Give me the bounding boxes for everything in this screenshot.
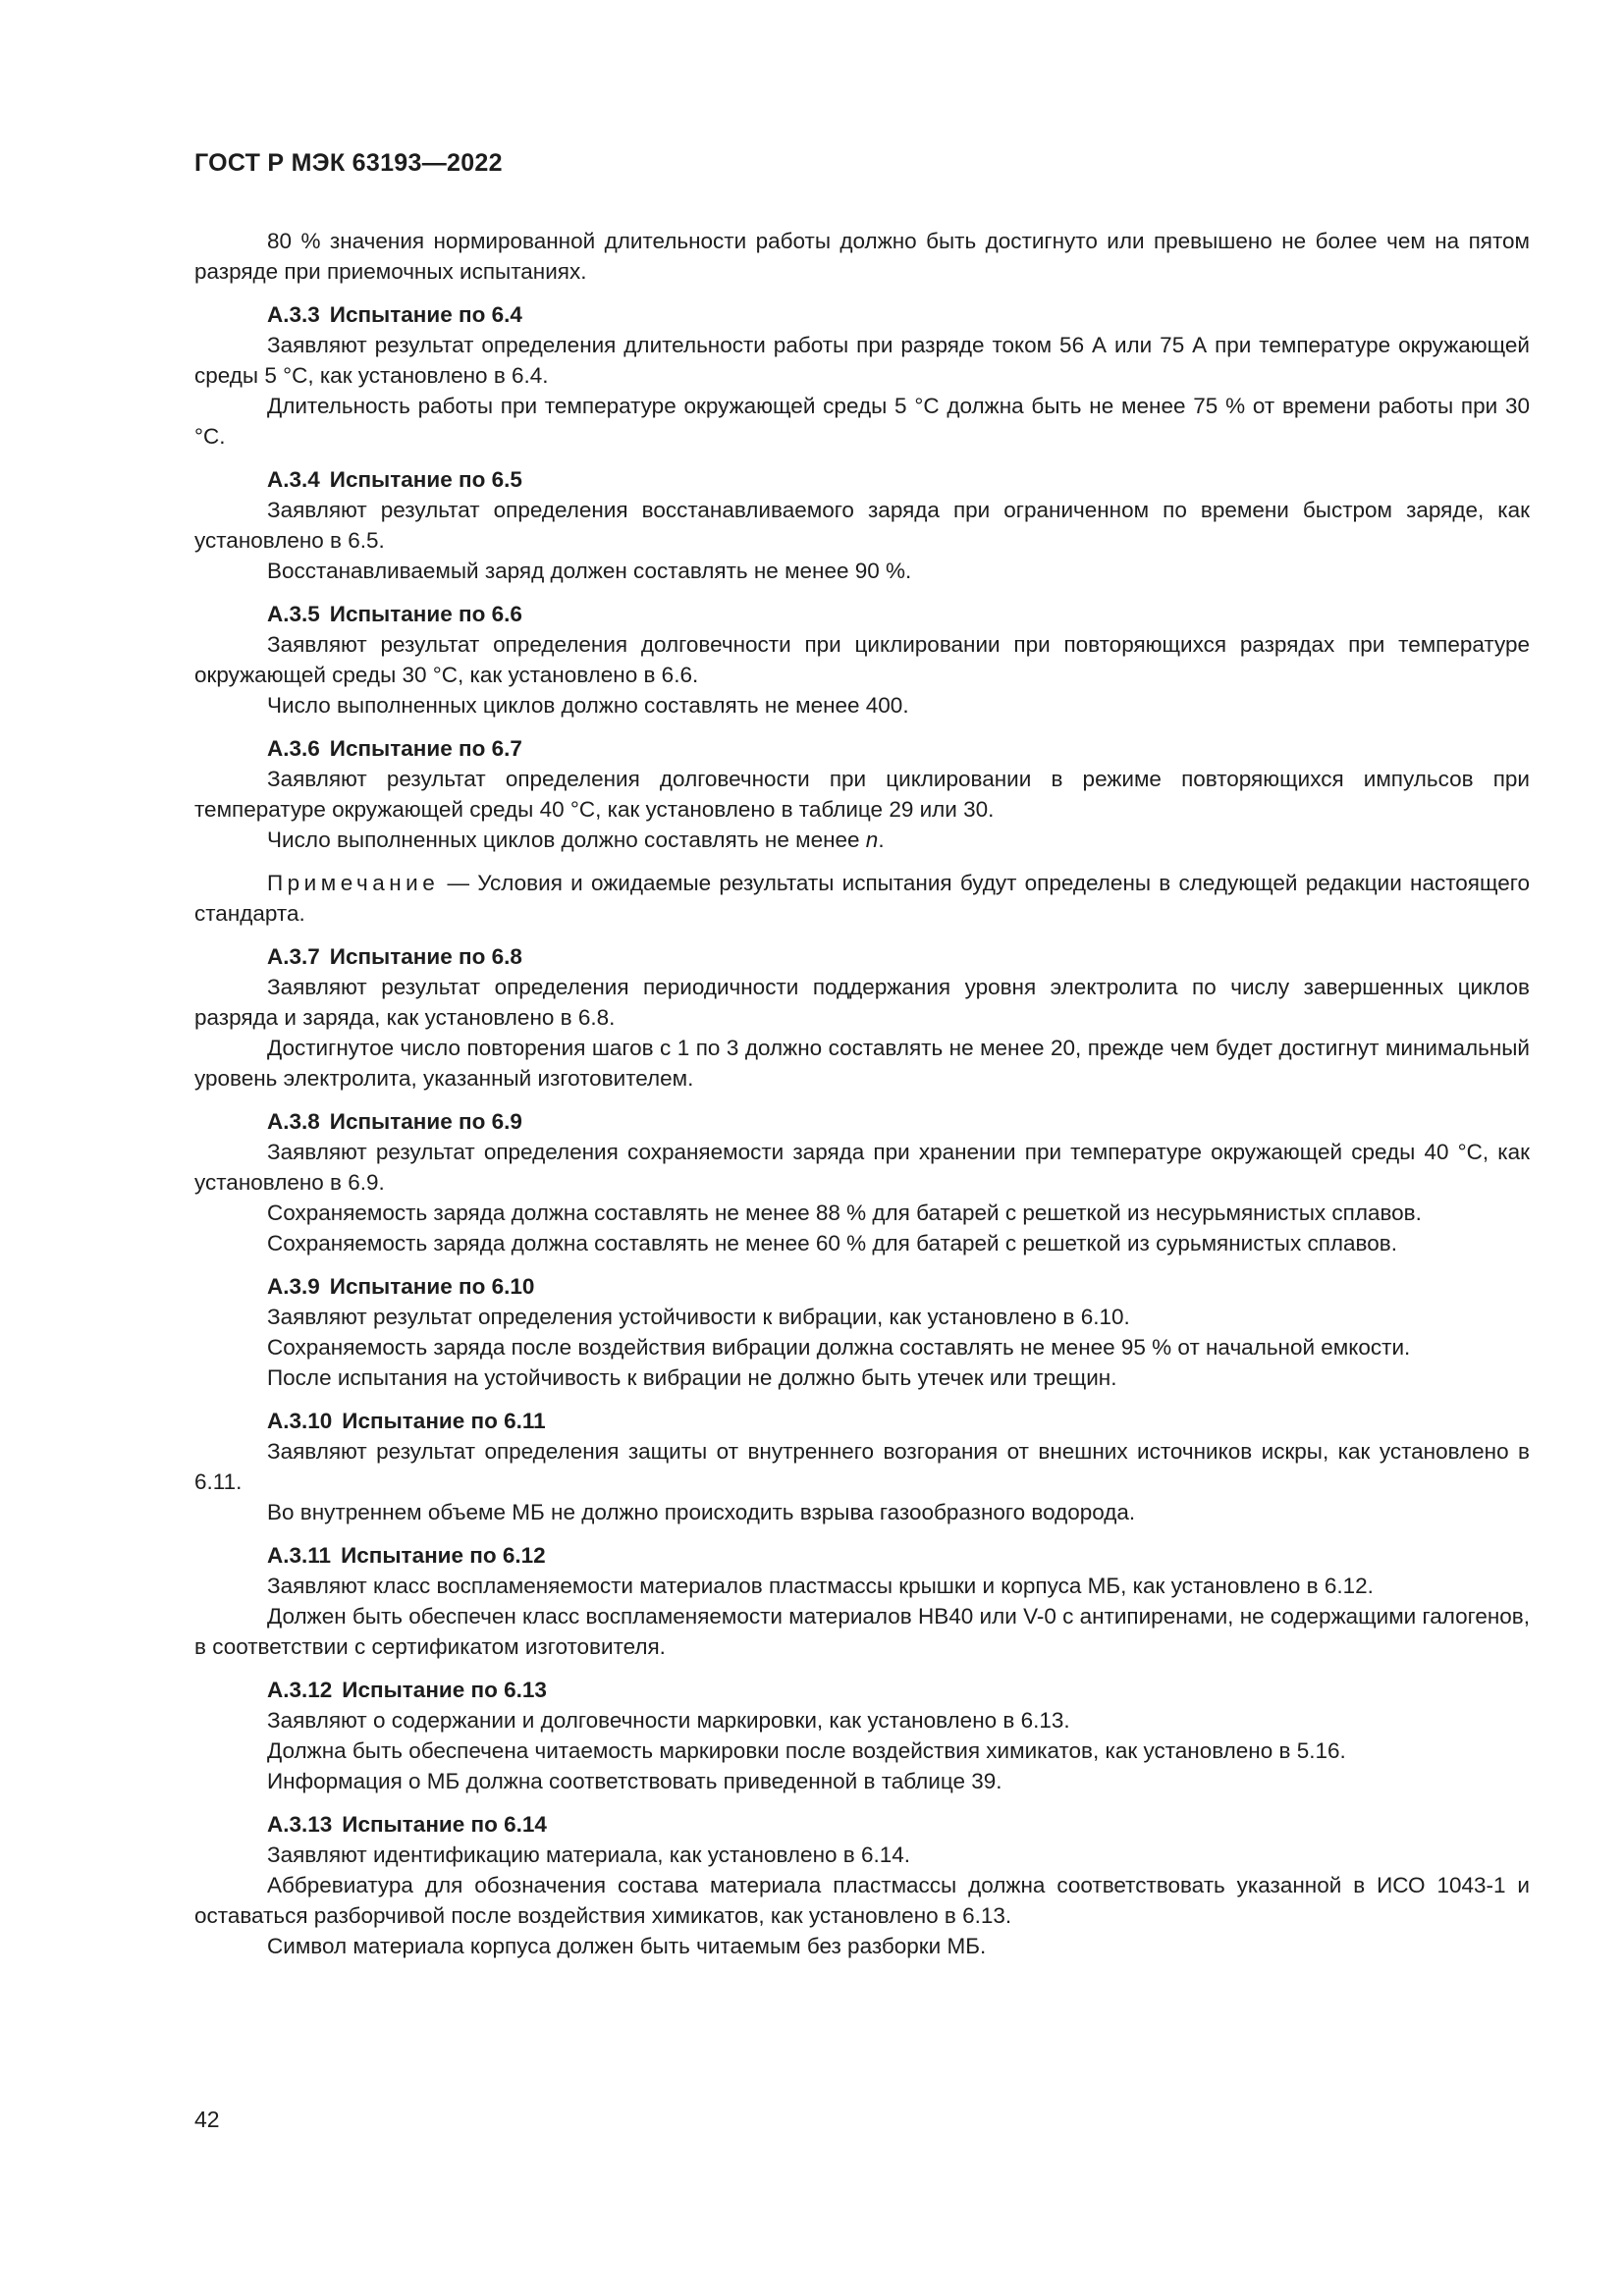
section-heading <box>194 1540 1530 1571</box>
paragraph: Число выполненных циклов должно составлять не менее 400. <box>267 693 909 718</box>
paragraph: Сохраняемость заряда должна составлять не менее 88 % для батарей с решеткой из несурьмянистых сплавов. <box>267 1201 1422 1225</box>
section-title: Испытание по 6.11 <box>342 1409 546 1433</box>
note <box>194 868 1530 929</box>
section-a-3-4 <box>194 464 1530 586</box>
section-heading <box>194 1675 1530 1705</box>
paragraph: Символ материала корпуса должен быть читаемым без разборки МБ. <box>267 1934 987 1958</box>
section-title: Испытание по 6.6 <box>329 602 522 626</box>
section-a-3-9 <box>194 1271 1530 1393</box>
section-a-3-6 <box>194 733 1530 929</box>
page-number: 42 <box>194 2107 220 2132</box>
document-body <box>194 226 1530 1961</box>
note-label: Примечание <box>267 871 440 895</box>
section-a-3-5 <box>194 599 1530 721</box>
section-title: Испытание по 6.8 <box>329 944 522 969</box>
section-a-3-11 <box>194 1540 1530 1662</box>
section-heading <box>194 1271 1530 1302</box>
section-number: А.3.4 <box>267 467 320 492</box>
section-title: Испытание по 6.7 <box>329 736 522 761</box>
section-heading <box>194 1106 1530 1137</box>
paragraph: Сохраняемость заряда после воздействия вибрации должна составлять не менее 95 % от начальной емкости. <box>267 1335 1411 1360</box>
paragraph: Сохраняемость заряда должна составлять не менее 60 % для батарей с решеткой из сурьмянистых сплавов. <box>267 1231 1397 1255</box>
section-heading <box>194 1809 1530 1840</box>
paragraph: Заявляют результат определения периодичности поддержания уровня электролита по числу завершенных циклов разряда и заряда, как установлено в 6.8. <box>194 975 1530 1030</box>
paragraph: Заявляют результат определения долговечности при циклировании в режиме повторяющихся импульсов при температуре окружающей среды 40 °С, как установлено в таблице 29 или 30. <box>194 767 1530 822</box>
section-number: А.3.8 <box>267 1109 320 1134</box>
paragraph: Заявляют результат определения восстанавливаемого заряда при ограниченном по времени быстром заряде, как установлено в 6.5. <box>194 498 1530 553</box>
section-a-3-3 <box>194 299 1530 452</box>
section-a-3-8 <box>194 1106 1530 1258</box>
section-a-3-12 <box>194 1675 1530 1796</box>
paragraph: Заявляют о содержании и долговечности маркировки, как установлено в 6.13. <box>267 1708 1070 1733</box>
text-fragment: Число выполненных циклов должно составлять не менее <box>267 828 866 852</box>
section-heading <box>194 599 1530 629</box>
section-number: А.3.9 <box>267 1274 320 1299</box>
paragraph: Заявляют результат определения устойчивости к вибрации, как установлено в 6.10. <box>267 1305 1130 1329</box>
section-heading <box>194 1406 1530 1436</box>
paragraph: Должен быть обеспечен класс воспламеняемости материалов НВ40 или V-0 с антипиренами, не содержащими галогенов, в соответствии с сертификатом изготовителя. <box>194 1604 1530 1659</box>
section-title: Испытание по 6.4 <box>329 302 522 327</box>
paragraph: Информация о МБ должна соответствовать приведенной в таблице 39. <box>267 1769 1002 1793</box>
paragraph: Заявляют класс воспламеняемости материалов пластмассы крышки и корпуса МБ, как установлено в 6.12. <box>267 1574 1374 1598</box>
section-number: А.3.7 <box>267 944 320 969</box>
paragraph: Достигнутое число повторения шагов с 1 по 3 должно составлять не менее 20, прежде чем будет достигнут минимальный уровень электролита, указанный изготовителем. <box>194 1036 1530 1091</box>
paragraph: Заявляют результат определения защиты от внутреннего возгорания от внешних источников искры, как установлено в 6.11. <box>194 1439 1530 1494</box>
section-title: Испытание по 6.9 <box>329 1109 522 1134</box>
text-fragment: . <box>878 828 885 852</box>
section-number: А.3.13 <box>267 1812 333 1837</box>
section-number: А.3.3 <box>267 302 320 327</box>
section-a-3-13 <box>194 1809 1530 1961</box>
section-title: Испытание по 6.14 <box>342 1812 547 1837</box>
section-title: Испытание по 6.12 <box>341 1543 546 1568</box>
section-number: А.3.6 <box>267 736 320 761</box>
paragraph: Заявляют результат определения долговечности при циклировании при повторяющихся разрядах при температуре окружающей среды 30 °С, как установлено в 6.6. <box>194 632 1530 687</box>
page-header: ГОСТ Р МЭК 63193—2022 <box>194 149 503 177</box>
section-heading <box>194 464 1530 495</box>
section-a-3-7 <box>194 941 1530 1094</box>
section-title: Испытание по 6.13 <box>342 1678 547 1702</box>
intro-paragraph: 80 % значения нормированной длительности работы должно быть достигнуто или превышено не более чем на пятом разряде при приемочных испытаниях. <box>194 229 1530 284</box>
paragraph: Должна быть обеспечена читаемость маркировки после воздействия химикатов, как установлено в 5.16. <box>267 1738 1346 1763</box>
section-title: Испытание по 6.5 <box>329 467 522 492</box>
section-a-3-10 <box>194 1406 1530 1527</box>
note-text: — Условия и ожидаемые результаты испытания будут определены в следующей редакции настоящего стандарта. <box>194 871 1530 926</box>
paragraph: Заявляют результат определения сохраняемости заряда при хранении при температуре окружающей среды 40 °С, как установлено в 6.9. <box>194 1140 1530 1195</box>
section-heading <box>194 941 1530 972</box>
paragraph: Восстанавливаемый заряд должен составлять не менее 90 %. <box>267 559 912 583</box>
section-number: А.3.12 <box>267 1678 333 1702</box>
paragraph: Заявляют идентификацию материала, как установлено в 6.14. <box>267 1842 911 1867</box>
section-heading <box>194 733 1530 764</box>
variable-n: n <box>865 828 879 852</box>
paragraph: Аббревиатура для обозначения состава материала пластмассы должна соответствовать указанной в ИСО 1043-1 и оставаться разборчивой после воздействия химикатов, как установлено в 6.13. <box>194 1873 1530 1928</box>
section-title: Испытание по 6.10 <box>329 1274 535 1299</box>
paragraph: После испытания на устойчивость к вибрации не должно быть утечек или трещин. <box>267 1365 1117 1390</box>
paragraph: Во внутреннем объеме МБ не должно происходить взрыва газообразного водорода. <box>267 1500 1136 1524</box>
section-number: А.3.5 <box>267 602 320 626</box>
paragraph <box>194 825 1530 855</box>
section-heading <box>194 299 1530 330</box>
paragraph: Длительность работы при температуре окружающей среды 5 °С должна быть не менее 75 % от времени работы при 30 °С. <box>194 394 1530 449</box>
section-number: А.3.10 <box>267 1409 333 1433</box>
paragraph: Заявляют результат определения длительности работы при разряде током 56 А или 75 А при температуре окружающей среды 5 °С, как установлено в 6.4. <box>194 333 1530 388</box>
section-number: А.3.11 <box>267 1543 332 1568</box>
